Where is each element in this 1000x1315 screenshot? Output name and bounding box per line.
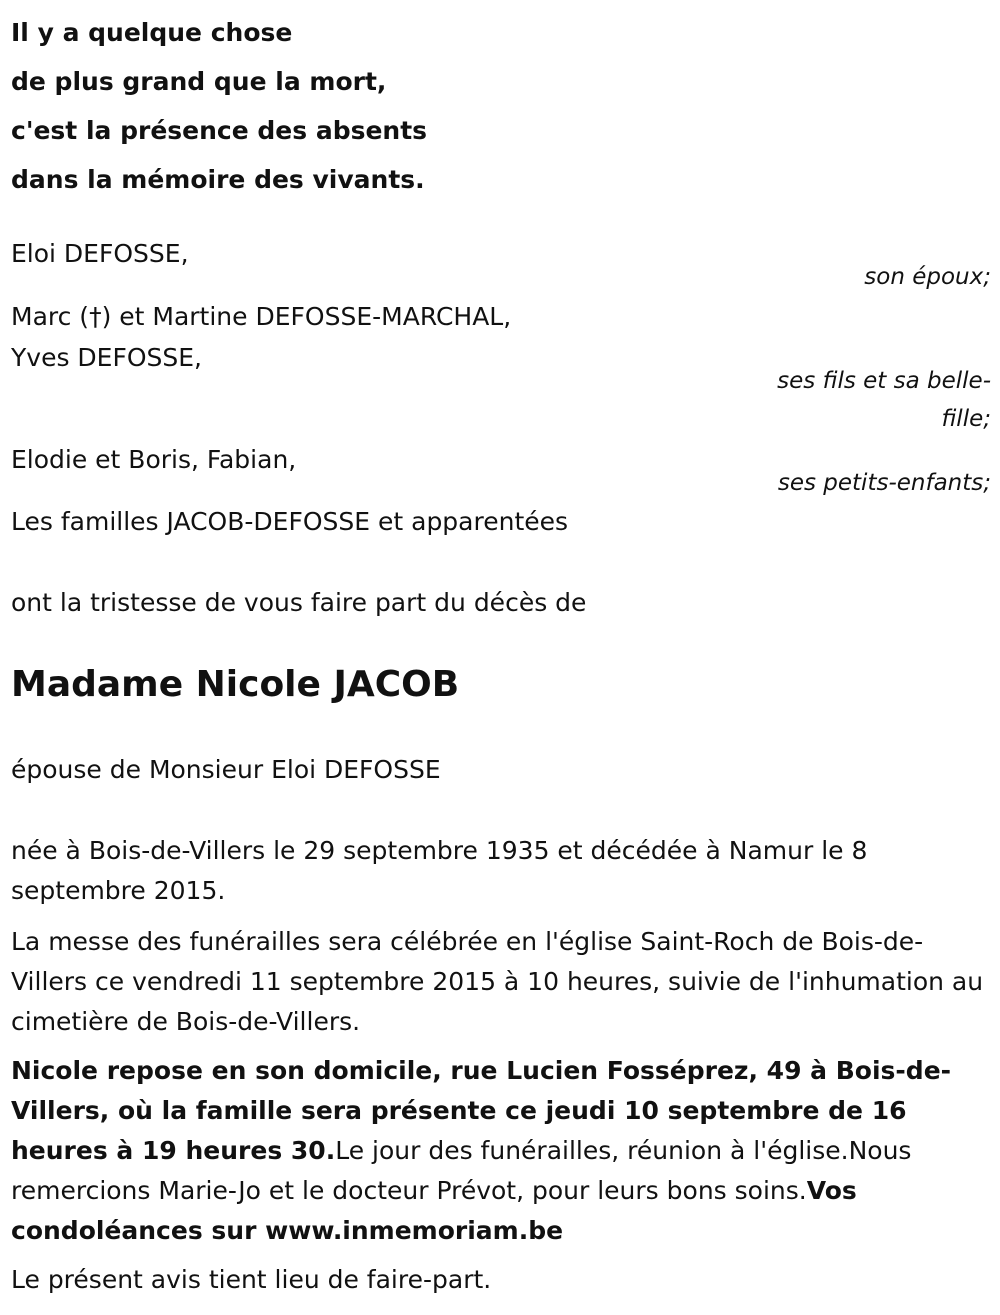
spouse-of: épouse de Monsieur Eloi DEFOSSE (11, 755, 441, 784)
opening-quote (11, 8, 711, 204)
families-line: Les familles JACOB-DEFOSSE et apparentées (11, 507, 569, 536)
deceased-name: Madame Nicole JACOB (11, 664, 460, 705)
quote-line-2: de plus grand que la mort, (11, 67, 387, 96)
condolences-text: Vos condoléances sur www.inmemoriam.be (11, 1176, 857, 1245)
quote-line-1: Il y a quelque chose (11, 18, 293, 47)
closing-note: Le présent avis tient lieu de faire-part. (11, 1265, 492, 1294)
announcement: ont la tristesse de vous faire part du décès de (11, 588, 587, 617)
quote-line-4: dans la mémoire des vivants. (11, 165, 425, 194)
quote-line-3: c'est la présence des absents (11, 116, 428, 145)
grandchildren-relation: ses petits-enfants; (777, 470, 991, 496)
birth-death-paragraph: née à Bois-de-Villers le 29 septembre 1935 et décédée à Namur le 8 septembre 2015. (11, 836, 868, 905)
children-line-1: Marc (†) et Martine DEFOSSE-MARCHAL, (11, 302, 512, 331)
visitation-regular-text: Le jour des funérailles, réunion à l'église.Nous remercions Marie-Jo et le docteur Prévot, pour leurs bons soins. (11, 1136, 912, 1205)
funeral-mass-paragraph: La messe des funérailles sera célébrée en l'église Saint-Roch de Bois-de-Villers ce vendredi 11 septembre 2015 à 10 heures, suivie de l'inhumation au cimetière de Bois-de-Villers. (11, 927, 984, 1036)
spouse-relation: son époux; (864, 264, 991, 290)
grandchildren-name: Elodie et Boris, Fabian, (11, 445, 297, 474)
visitation-paragraph (11, 1051, 986, 1251)
children-line-2: Yves DEFOSSE, (11, 343, 203, 372)
children-relation-line-1: ses fils et sa belle- (777, 368, 991, 394)
visitation-bold-text: Nicole repose en son domicile, rue Lucien Fosséprez, 49 à Bois-de-Villers, où la famille sera présente ce jeudi 10 septembre de 16 heures à 19 heures 30. (11, 1056, 952, 1165)
spouse-name: Eloi DEFOSSE, (11, 239, 189, 268)
children-relation-line-2: fille; (941, 406, 991, 432)
